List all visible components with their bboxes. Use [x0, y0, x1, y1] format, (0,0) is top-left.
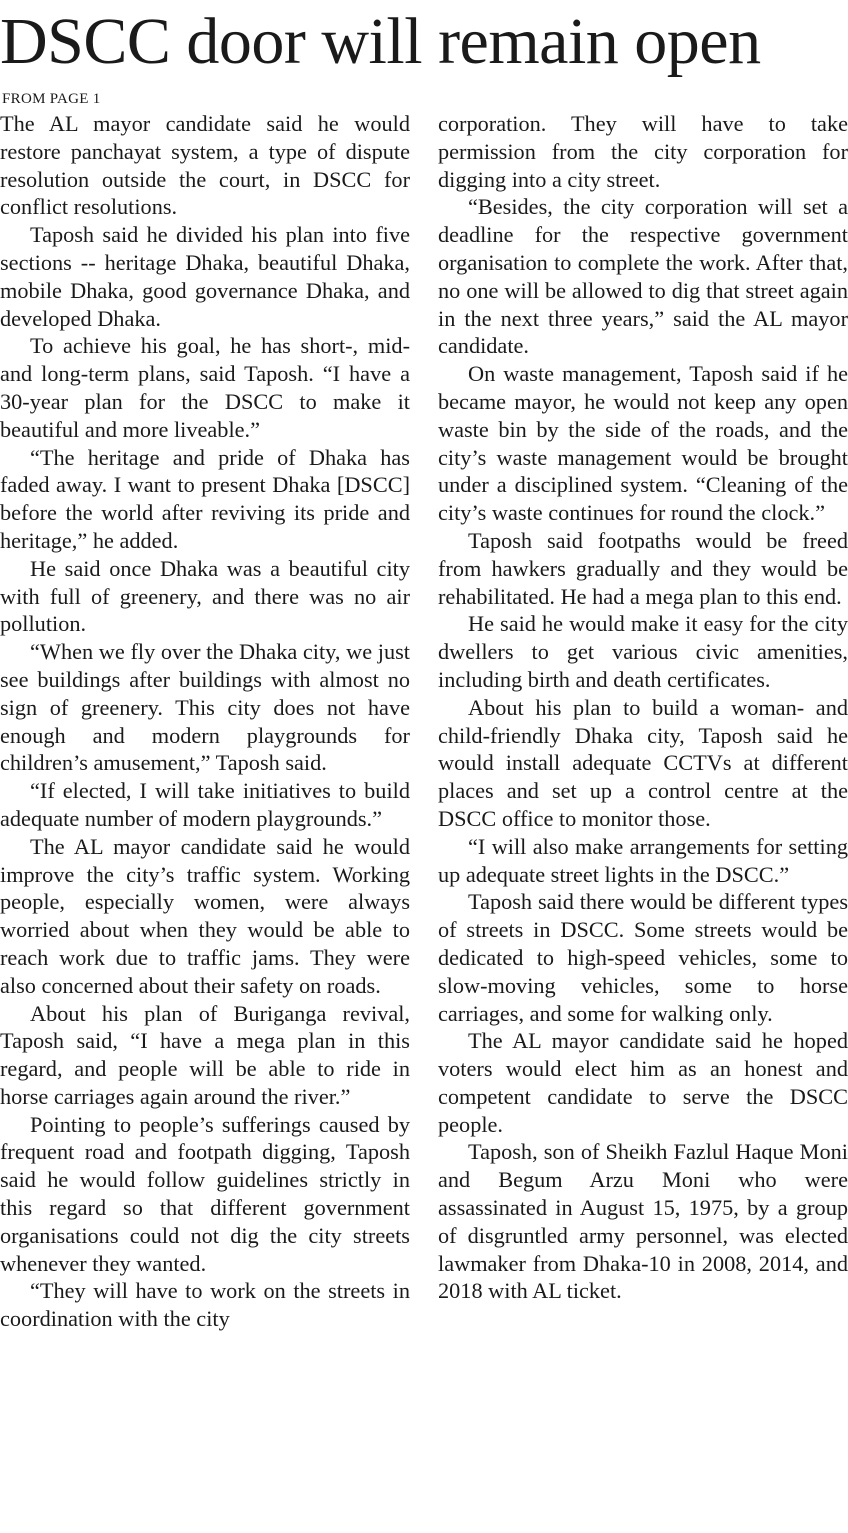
paragraph: About his plan to build a woman- and child-friendly Dhaka city, Taposh said he would install adequate CCTVs at different places and set up a control centre at the DSCC office to monitor those.	[438, 694, 848, 831]
paragraph: “I will also make arrangements for setting up adequate street lights in the DSCC.”	[438, 833, 848, 887]
paragraph: “They will have to work on the streets in coordination with the city	[0, 1278, 410, 1332]
paragraph: To achieve his goal, he has short-, mid- and long-term plans, said Taposh. “I have a 30-year plan for the DSCC to make it beautiful and more liveable.”	[0, 333, 410, 442]
paragraph: “Besides, the city corporation will set a deadline for the respective government organisation to complete the work. After that, no one will be allowed to dig that street again in the next three years,” said the AL mayor candidate.	[438, 194, 848, 359]
paragraph: About his plan of Buriganga revival, Taposh said, “I have a mega plan in this regard, and people will be able to ride in horse carriages again around the river.”	[0, 1000, 410, 1109]
paragraph: Taposh said he divided his plan into five sections -- heritage Dhaka, beautiful Dhaka, mobile Dhaka, good governance Dhaka, and developed Dhaka.	[0, 222, 410, 331]
paragraph: “If elected, I will take initiatives to build adequate number of modern playgrounds.”	[0, 778, 410, 831]
paragraph: Taposh said there would be different types of streets in DSCC. Some streets would be dedicated to high-speed vehicles, some to slow-moving vehicles, some to horse carriages, and some for walking only.	[438, 889, 848, 1026]
paragraph: Taposh, son of Sheikh Fazlul Haque Moni and Begum Arzu Moni who were assassinated in August 15, 1975, by a group of disgruntled army personnel, was elected lawmaker from Dhaka-10 in 2008, 2014, and 2018 with AL ticket.	[438, 1139, 848, 1304]
continued-from-label: FROM PAGE 1	[2, 91, 101, 107]
paragraph: “When we fly over the Dhaka city, we just see buildings after buildings with almost no sign of greenery. This city does not have enough and modern playgrounds for children’s amusement,” Taposh said.	[0, 639, 410, 776]
paragraph: Taposh said footpaths would be freed from hawkers gradually and they would be rehabilitated. He had a mega plan to this end.	[438, 527, 848, 609]
paragraph: On waste management, Taposh said if he became mayor, he would not keep any open waste bin by the side of the roads, and the city’s waste management would be brought under a disciplined system. “Cleaning of the city’s waste continues for round the clock.”	[438, 361, 848, 526]
paragraph: Pointing to people’s sufferings caused by frequent road and footpath digging, Taposh said he would follow guidelines strictly in this regard so that different government organisations could not dig the city streets whenever they wanted.	[0, 1111, 410, 1276]
headline: DSCC door will remain open	[0, 5, 761, 78]
paragraph: “The heritage and pride of Dhaka has faded away. I want to present Dhaka [DSCC] before the world after reviving its pride and heritage,” he added.	[0, 444, 410, 553]
paragraph: The AL mayor candidate said he would restore panchayat system, a type of dispute resolution outside the court, in DSCC for conflict resolutions.	[0, 111, 410, 220]
paragraph: He said once Dhaka was a beautiful city with full of greenery, and there was no air pollution.	[0, 555, 410, 637]
article-column-right	[438, 110, 848, 1305]
paragraph: The AL mayor candidate said he would improve the city’s traffic system. Working people, especially women, were always worried about when they would be able to reach work due to traffic jams. They were also concerned about their safety on roads.	[0, 833, 410, 998]
paragraph: He said he would make it easy for the city dwellers to get various civic amenities, including birth and death certificates.	[438, 611, 848, 692]
paragraph: corporation. They will have to take permission from the city corporation for digging into a city street.	[438, 111, 848, 192]
paragraph: The AL mayor candidate said he hoped voters would elect him as an honest and competent candidate to serve the DSCC people.	[438, 1028, 848, 1137]
article-column-left	[0, 110, 410, 1333]
